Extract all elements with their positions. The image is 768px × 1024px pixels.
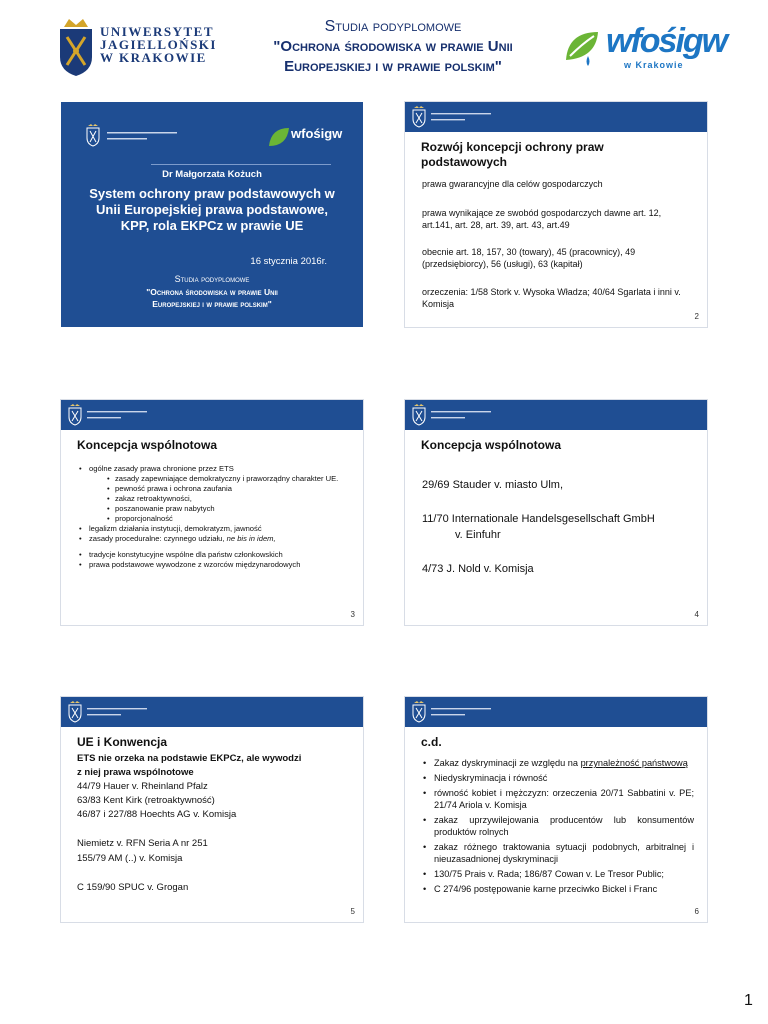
list-item: • równość kobiet i mężczyzn: orzeczenia 20/71 Sabbatini v. PE; 21/74 Ariola v. Komisja bbox=[422, 787, 694, 811]
wfosigw-wordmark: wfośigw bbox=[606, 22, 727, 60]
list-item: • zasady zapewniające demokratyczny i praworządny charakter UE. bbox=[77, 474, 353, 484]
slide-2 bbox=[405, 102, 707, 327]
case-citation: v. Einfuhr bbox=[455, 529, 501, 541]
uj-mini-logo-icon bbox=[411, 701, 521, 723]
list-item: • tradycje konstytucyjne wspólne dla państw członkowskich bbox=[77, 550, 353, 560]
slide-paragraph: prawa wynikające ze swobód gospodarczych dawne art. 12, art.141, art. 28, art. 39, art. 43, art.49 bbox=[422, 208, 662, 230]
slide-text-bold: ETS nie orzeka na podstawie EKPCz, ale wywodzi bbox=[77, 753, 302, 764]
list-item bbox=[77, 534, 353, 544]
slide-title: Koncepcja wspólnotowa bbox=[77, 438, 218, 452]
uj-mini-logo-icon bbox=[67, 701, 177, 723]
slide-title: Rozwój koncepcji ochrony praw podstawowych bbox=[421, 140, 604, 169]
slide-number: 2 bbox=[694, 312, 699, 321]
case-citation: 44/79 Hauer v. Rheinland Pfalz bbox=[77, 781, 208, 792]
bullet-list bbox=[422, 757, 694, 898]
slide-subtitle: Studia podyplomowe bbox=[174, 274, 250, 284]
slide-header-bar bbox=[405, 400, 707, 430]
uj-logo bbox=[58, 17, 217, 79]
list-item: • ogólne zasady prawa chronione przez ETS bbox=[77, 464, 353, 474]
case-citation: 29/69 Stauder v. miasto Ulm, bbox=[422, 479, 564, 491]
list-item bbox=[422, 757, 694, 769]
case-citation: Niemietz v. RFN Seria A nr 251 bbox=[77, 838, 208, 849]
slide-paragraph: obecnie art. 18, 157, 30 (towary), 45 (pracownicy), 49 (przedsiębiorcy), 56 (usługi), 63 (kapitał) bbox=[422, 247, 636, 269]
slide-number: 3 bbox=[350, 610, 355, 619]
slide-header-bar bbox=[405, 697, 707, 727]
uj-logo-line: W KRAKOWIE bbox=[100, 50, 207, 65]
slide-date: 16 stycznia 2016r. bbox=[250, 256, 327, 267]
case-citation: 63/83 Kent Kirk (retroaktywność) bbox=[77, 795, 215, 806]
uj-mini-logo-icon bbox=[411, 404, 521, 426]
slide-title: c.d. bbox=[421, 735, 442, 749]
slide-6 bbox=[405, 697, 707, 922]
slide-title: Koncepcja wspólnotowa bbox=[421, 438, 562, 452]
uj-logo-line: UNIWERSYTET bbox=[100, 24, 215, 39]
list-item: • poszanowanie praw nabytych bbox=[77, 504, 353, 514]
title-line: Studia podyplomowe bbox=[324, 18, 462, 35]
list-item: • zakaz uprzywilejowania producentów lub konsumentów produktów rolnych bbox=[422, 814, 694, 838]
slide-program-name bbox=[81, 286, 343, 310]
document-title bbox=[228, 17, 558, 77]
program-line: Europejskiej i w prawie polskim" bbox=[152, 299, 272, 309]
list-item: • pewność prawa i ochrona zaufania bbox=[77, 484, 353, 494]
slide-paragraph: prawa gwarancyjne dla celów gospodarczych bbox=[422, 179, 603, 189]
slide-header-bar bbox=[61, 697, 363, 727]
slide-4 bbox=[405, 400, 707, 625]
slide-1 bbox=[61, 102, 363, 327]
list-item: • C 274/96 postępowanie karne przeciwko Bickel i Franc bbox=[422, 883, 694, 895]
slide-3 bbox=[61, 400, 363, 625]
slide-header-bar bbox=[405, 102, 707, 132]
uj-mini-logo-icon bbox=[85, 124, 205, 148]
list-item: • zakaz różnego traktowania sytuacji podobnych, arbitralnej i nieuzasadnionej dyskryminacji bbox=[422, 841, 694, 865]
uj-mini-logo-icon bbox=[411, 106, 521, 128]
uj-logo-line: JAGIELLOŃSKI bbox=[100, 37, 217, 52]
wfosigw-logo bbox=[562, 14, 732, 78]
list-item: • 130/75 Prais v. Rada; 186/87 Cowan v. Le Tresor Public; bbox=[422, 868, 694, 880]
list-item-italic: ne bis in idem, bbox=[226, 534, 276, 543]
list-item: • prawa podstawowe wywodzone z wzorców międzynarodowych bbox=[77, 560, 353, 570]
list-item-text: Zakaz dyskryminacji ze względu na bbox=[434, 758, 578, 768]
slide-text-bold: z niej prawa wspólnotowe bbox=[77, 767, 194, 778]
slide-title: System ochrony praw podstawowych w Unii Europejskiej prawa podstawowe, KPP, rola EKPCz w prawie UE bbox=[89, 186, 335, 233]
slide-5 bbox=[61, 697, 363, 922]
case-citation: 11/70 Internationale Handelsgesellschaft GmbH bbox=[422, 513, 655, 525]
list-item-underlined: przynależność państwową bbox=[580, 758, 688, 768]
slide-author: Dr Małgorzata Kożuch bbox=[162, 169, 262, 180]
svg-text:wfośigw: wfośigw bbox=[291, 126, 343, 141]
page-number: 1 bbox=[744, 992, 753, 1009]
list-item: • zakaz retroaktywności, bbox=[77, 494, 353, 504]
slide-number: 6 bbox=[694, 907, 699, 916]
slide-number: 4 bbox=[694, 610, 699, 619]
title-line: Europejskiej i w prawie polskim" bbox=[284, 58, 502, 75]
bullet-list bbox=[77, 464, 353, 570]
uj-crest-icon bbox=[58, 17, 94, 77]
list-item-text: zasady proceduralne: czynnego udziału, bbox=[89, 534, 225, 543]
case-citation: 46/87 i 227/88 Hoechts AG v. Komisja bbox=[77, 809, 237, 820]
slide-header-bar bbox=[61, 400, 363, 430]
case-citation: 155/79 AM (..) v. Komisja bbox=[77, 853, 183, 864]
list-item: • Niedyskryminacja i równość bbox=[422, 772, 694, 784]
wfosigw-subtext: w Krakowie bbox=[624, 60, 684, 70]
wfosigw-mini-logo-icon bbox=[267, 116, 343, 154]
uj-mini-logo-icon bbox=[67, 404, 177, 426]
case-citation: C 159/90 SPUC v. Grogan bbox=[77, 882, 189, 893]
title-line: "Ochrona środowiska w prawie Unii bbox=[273, 38, 513, 55]
case-citation: 4/73 J. Nold v. Komisja bbox=[422, 563, 534, 575]
list-item: • legalizm działania instytucji, demokratyzm, jawność bbox=[77, 524, 353, 534]
program-line: "Ochrona środowiska w prawie Unii bbox=[146, 287, 278, 297]
list-item: • proporcjonalność bbox=[77, 514, 353, 524]
slide-paragraph: orzeczenia: 1/58 Stork v. Wysoka Władza; 40/64 Sgarlata i inni v. Komisja bbox=[422, 287, 681, 309]
slide-title: UE i Konwencja bbox=[77, 735, 168, 749]
divider bbox=[151, 164, 331, 165]
slide-number: 5 bbox=[350, 907, 355, 916]
